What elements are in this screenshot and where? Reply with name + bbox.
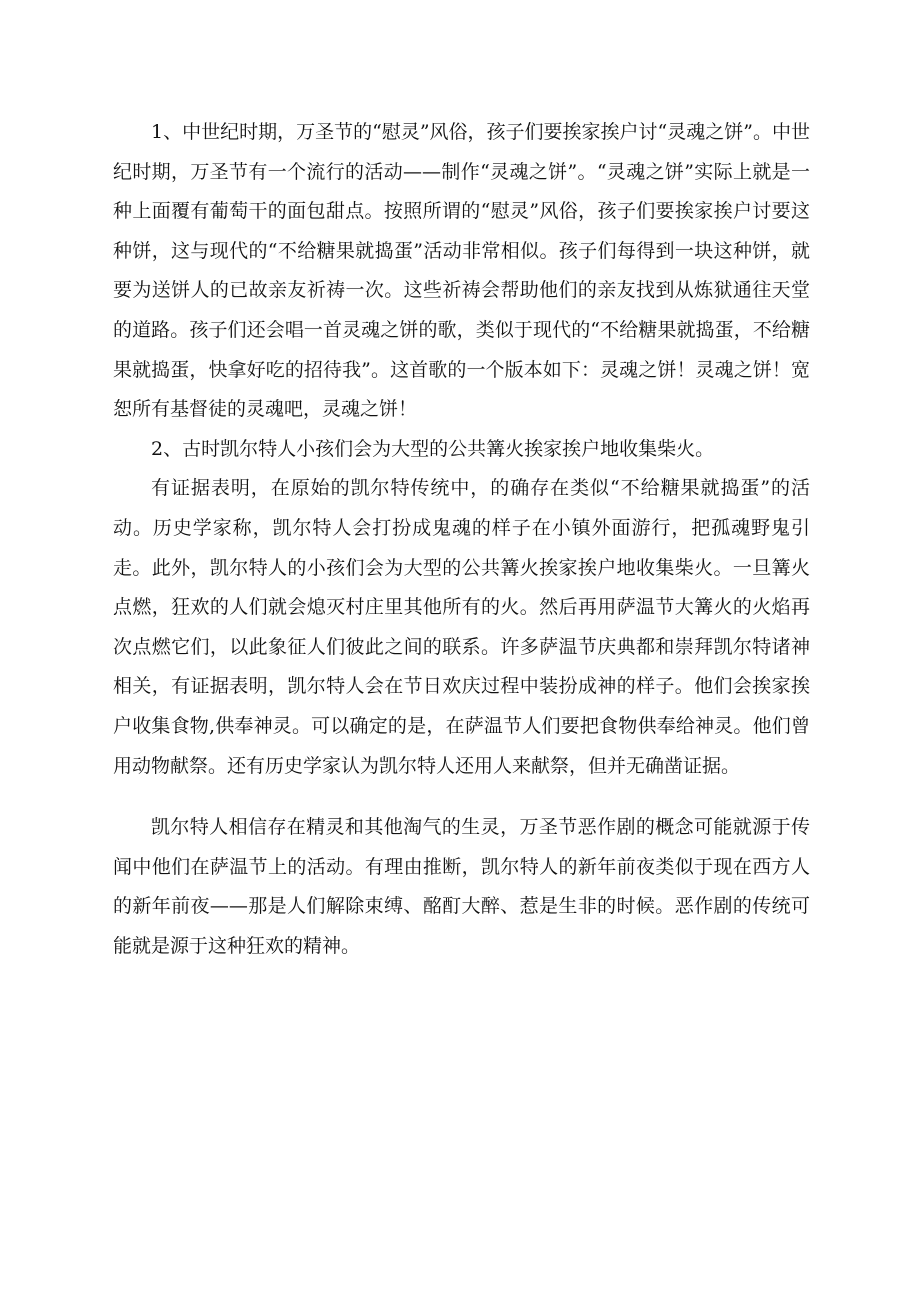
paragraph-soul-cakes: 1、中世纪时期，万圣节的“慰灵”风俗，孩子们要挨家挨户讨“灵魂之饼”。中世纪时期，万圣节有一个流行的活动——制作“灵魂之饼”。“灵魂之饼”实际上就是一种上面覆有葡萄干的面包甜点。按照所谓的“慰灵”风俗，孩子们要挨家挨户讨要这种饼，这与现代的“不给糖果就捣蛋”活动非常相似。孩子们每得到一块这种饼，就要为送饼人的已故亲友祈祷一次。这些祈祷会帮助他们的亲友找到从炼狱通往天堂的道路。孩子们还会唱一首灵魂之饼的歌，类似于现代的“不给糖果就捣蛋，不给糖果就捣蛋，快拿好吃的招待我”。这首歌的一个版本如下：灵魂之饼！灵魂之饼！宽恕所有基督徒的灵魂吧，灵魂之饼！: [113, 121, 810, 421]
paragraph-pranks-origin: 凯尔特人相信存在精灵和其他淘气的生灵，万圣节恶作剧的概念可能就源于传闻中他们在萨温节上的活动。有理由推断，凯尔特人的新年前夜类似于现在西方人的新年前夜——那是人们解除束缚、酩酊大醉、惹是生非的时候。恶作剧的传统可能就是源于这种狂欢的精神。: [113, 816, 810, 957]
paragraph-celtic-bonfire-heading: 2、古时凯尔特人小孩们会为大型的公共篝火挨家挨户地收集柴火。: [151, 437, 715, 460]
document-body: [113, 113, 810, 966]
paragraph-celtic-tradition: 有证据表明，在原始的凯尔特传统中，的确存在类似“不给糖果就捣蛋”的活动。历史学家称，凯尔特人会打扮成鬼魂的样子在小镇外面游行，把孤魂野鬼引走。此外，凯尔特人的小孩们会为大型的公共篝火挨家挨户地收集柴火。一旦篝火点燃，狂欢的人们就会熄灭村庄里其他所有的火。然后再用萨温节大篝火的火焰再次点燃它们，以此象征人们彼此之间的联系。许多萨温节庆典都和崇拜凯尔特诸神相关，有证据表明，凯尔特人会在节日欢庆过程中装扮成神的样子。他们会挨家挨户收集食物,供奉神灵。可以确定的是，在萨温节人们要把食物供奉给神灵。他们曾用动物献祭。还有历史学家认为凯尔特人还用人来献祭，但并无确凿证据。: [113, 477, 810, 777]
